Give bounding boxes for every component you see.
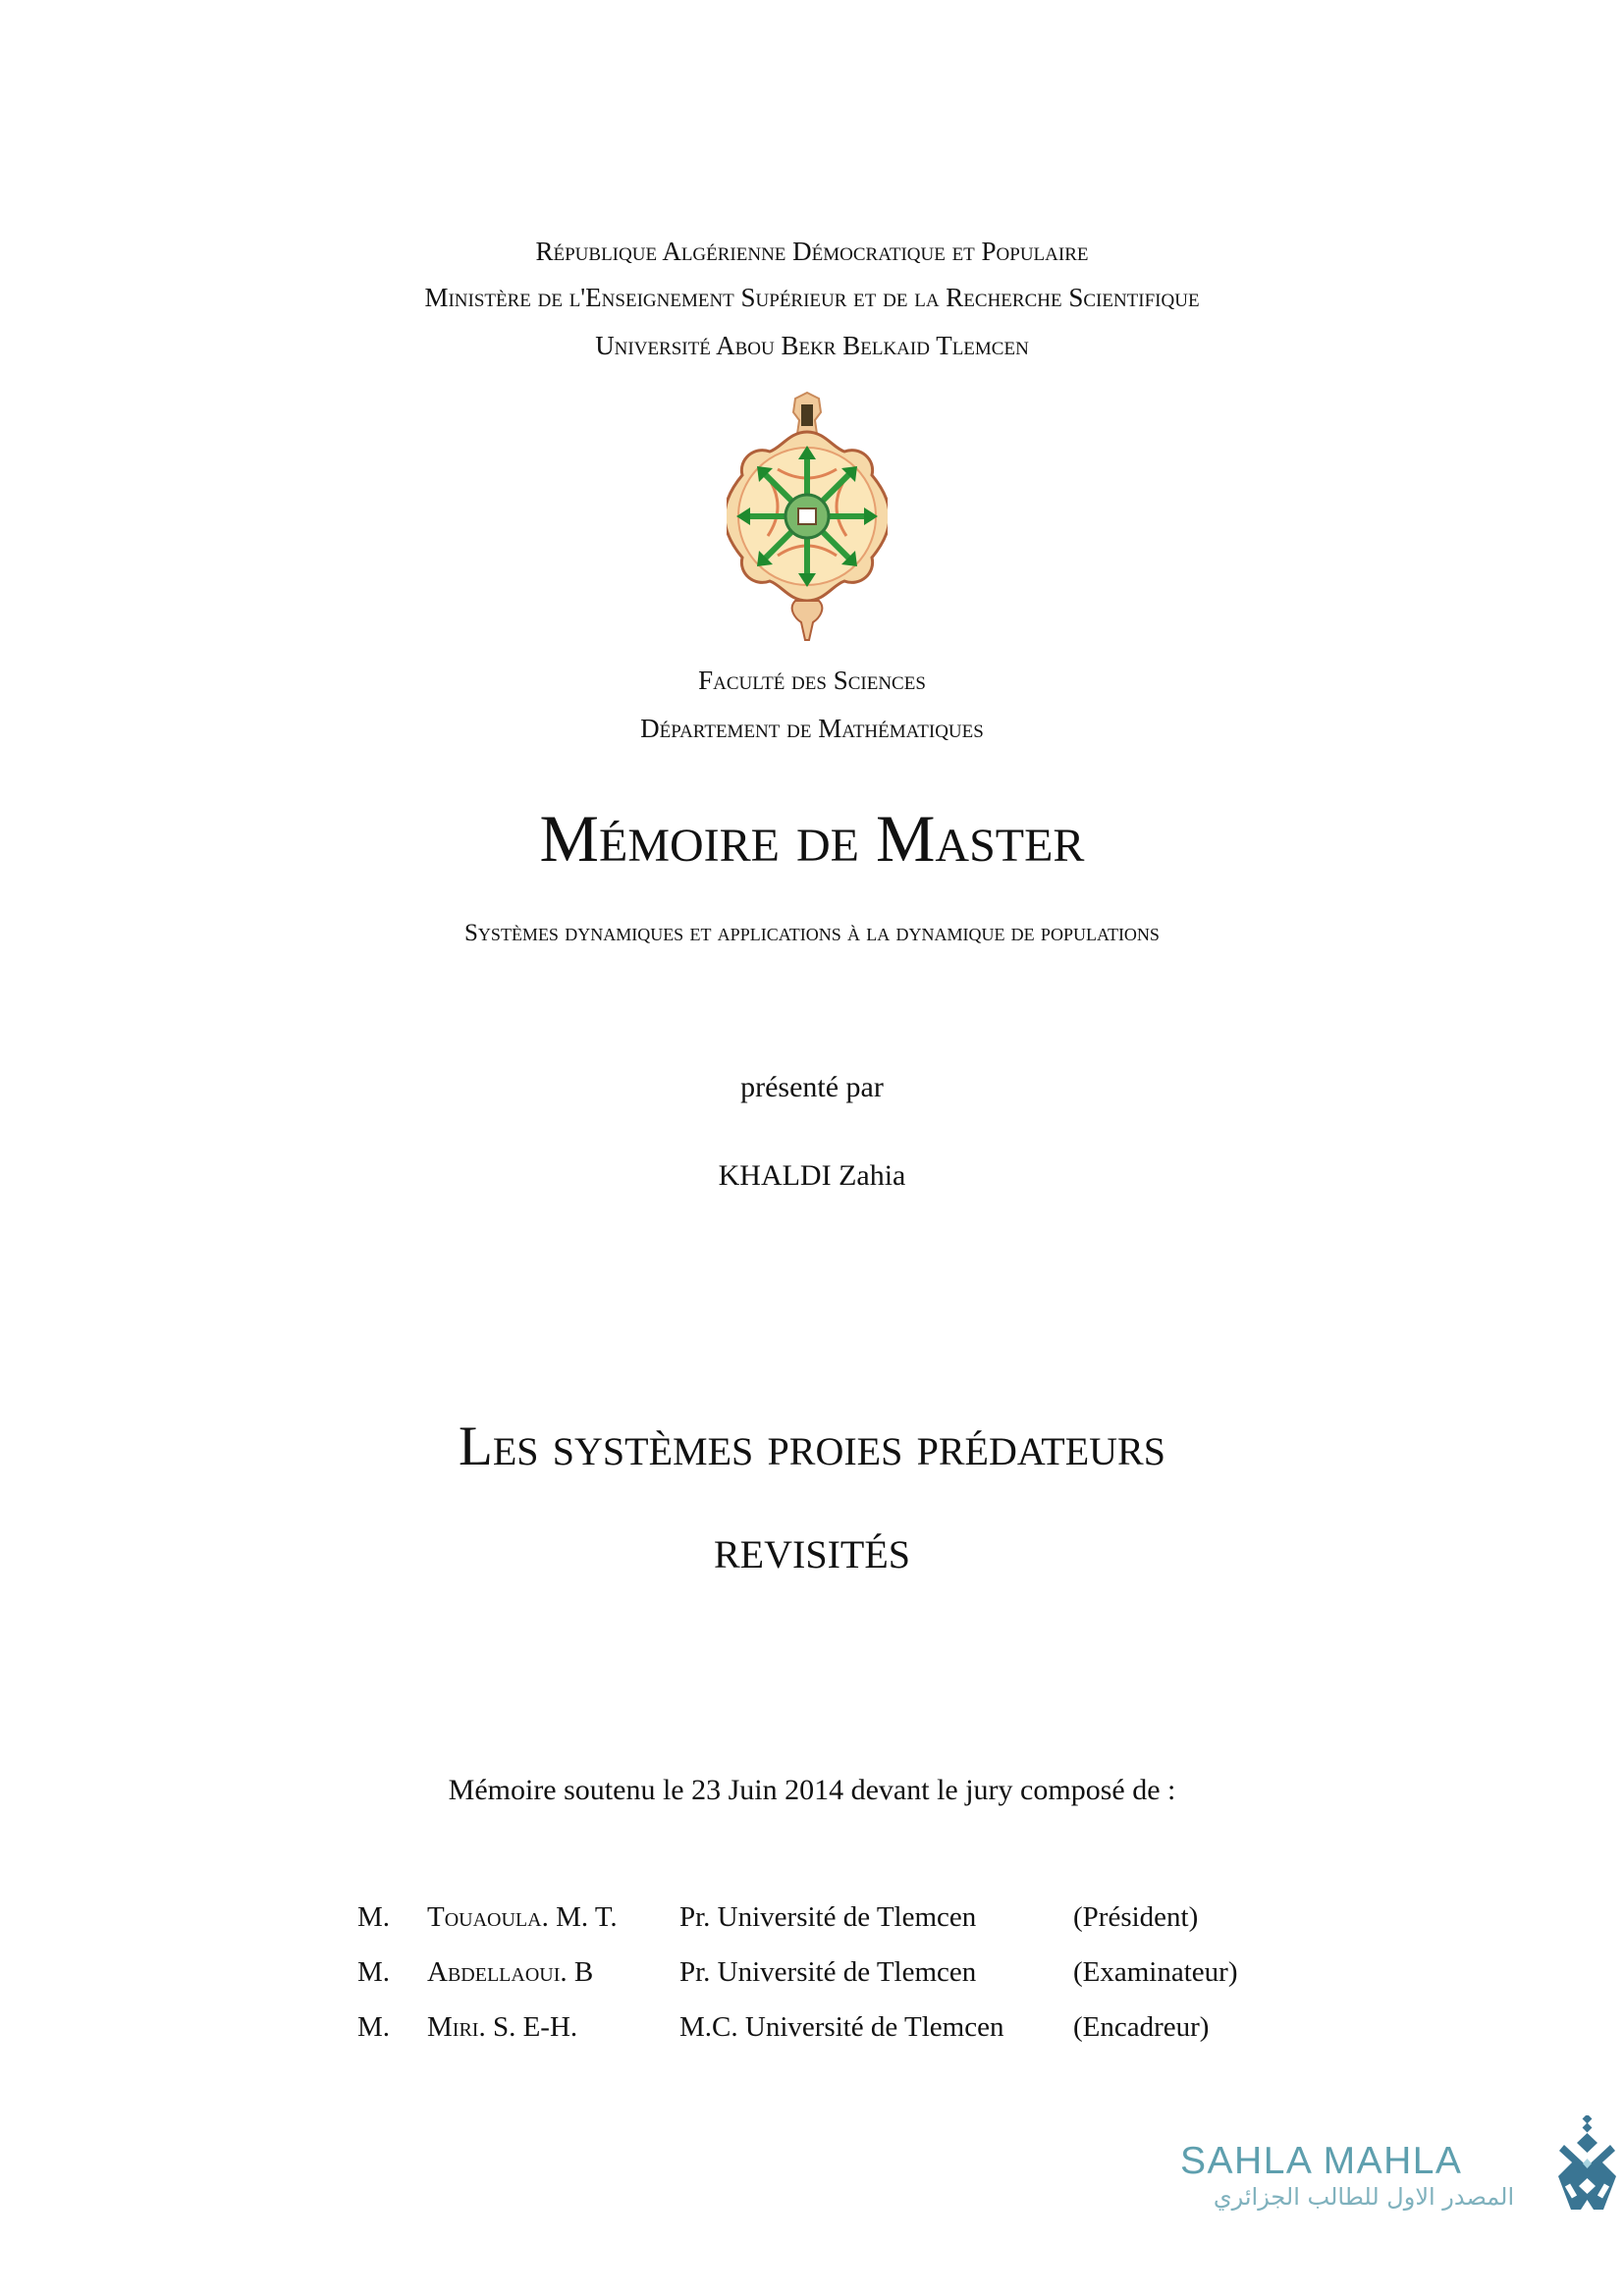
jury-civility: M. (357, 1901, 391, 1933)
jury-role: (Examinateur) (1073, 1956, 1238, 1988)
jury-row (0, 1903, 1624, 1933)
thesis-title-line1: Les systèmes proies prédateurs (459, 1415, 1165, 1477)
defense-statement: Mémoire soutenu le 23 Juin 2014 devant le jury composé de : (448, 1774, 1176, 1806)
jury-civility: M. (357, 2011, 391, 2043)
jury-surname: Miri (427, 2011, 479, 2043)
country-name: République Algérienne Démocratique et Populaire (535, 237, 1089, 266)
specialty: Systèmes dynamiques et applications à la dynamique de populations (464, 920, 1160, 946)
watermark-title: SAHLA MAHLA (1180, 2140, 1463, 2182)
jury-initials: . B (560, 1956, 594, 1988)
jury-initials: . M. T. (541, 1901, 618, 1933)
jury-affiliation: Pr. Université de Tlemcen (679, 1956, 977, 1988)
jury-surname: Touaoula (427, 1901, 542, 1933)
jury-initials: . S. E-H. (478, 2011, 578, 2043)
jury-affiliation: M.C. Université de Tlemcen (679, 2011, 1004, 2043)
jury-row (0, 1958, 1624, 1988)
jury-surname: Abdellaoui (427, 1956, 561, 1988)
ministry-name: Ministère de l'Enseignement Supérieur et de la Recherche Scientifique (424, 283, 1200, 312)
university-name: Université Abou Bekr Belkaid Tlemcen (595, 331, 1029, 360)
jury-role: (Encadreur) (1073, 2011, 1210, 2043)
university-emblem-icon (727, 391, 888, 642)
presented-by-label: présenté par (740, 1071, 884, 1103)
jury-name (427, 2013, 577, 2042)
document-type: Mémoire de Master (539, 801, 1085, 876)
jury-row (0, 2013, 1624, 2043)
watermark-arabic-tagline: المصدر الاول للطالب الجزائري (1213, 2183, 1515, 2211)
jury-civility: M. (357, 1956, 391, 1988)
sahla-mahla-watermark (1168, 2101, 1624, 2228)
jury-affiliation: Pr. Université de Tlemcen (679, 1901, 977, 1933)
thesis-title-line2: revisités (714, 1519, 910, 1580)
department-name: Département de Mathématiques (640, 714, 984, 743)
jury-name (427, 1958, 593, 1987)
faculty-name: Faculté des Sciences (698, 666, 926, 695)
author-name: KHALDI Zahia (718, 1159, 906, 1192)
jury-role: (Président) (1073, 1901, 1199, 1933)
jury-name (427, 1903, 618, 1932)
sahla-mahla-emblem-icon (1554, 2115, 1620, 2214)
